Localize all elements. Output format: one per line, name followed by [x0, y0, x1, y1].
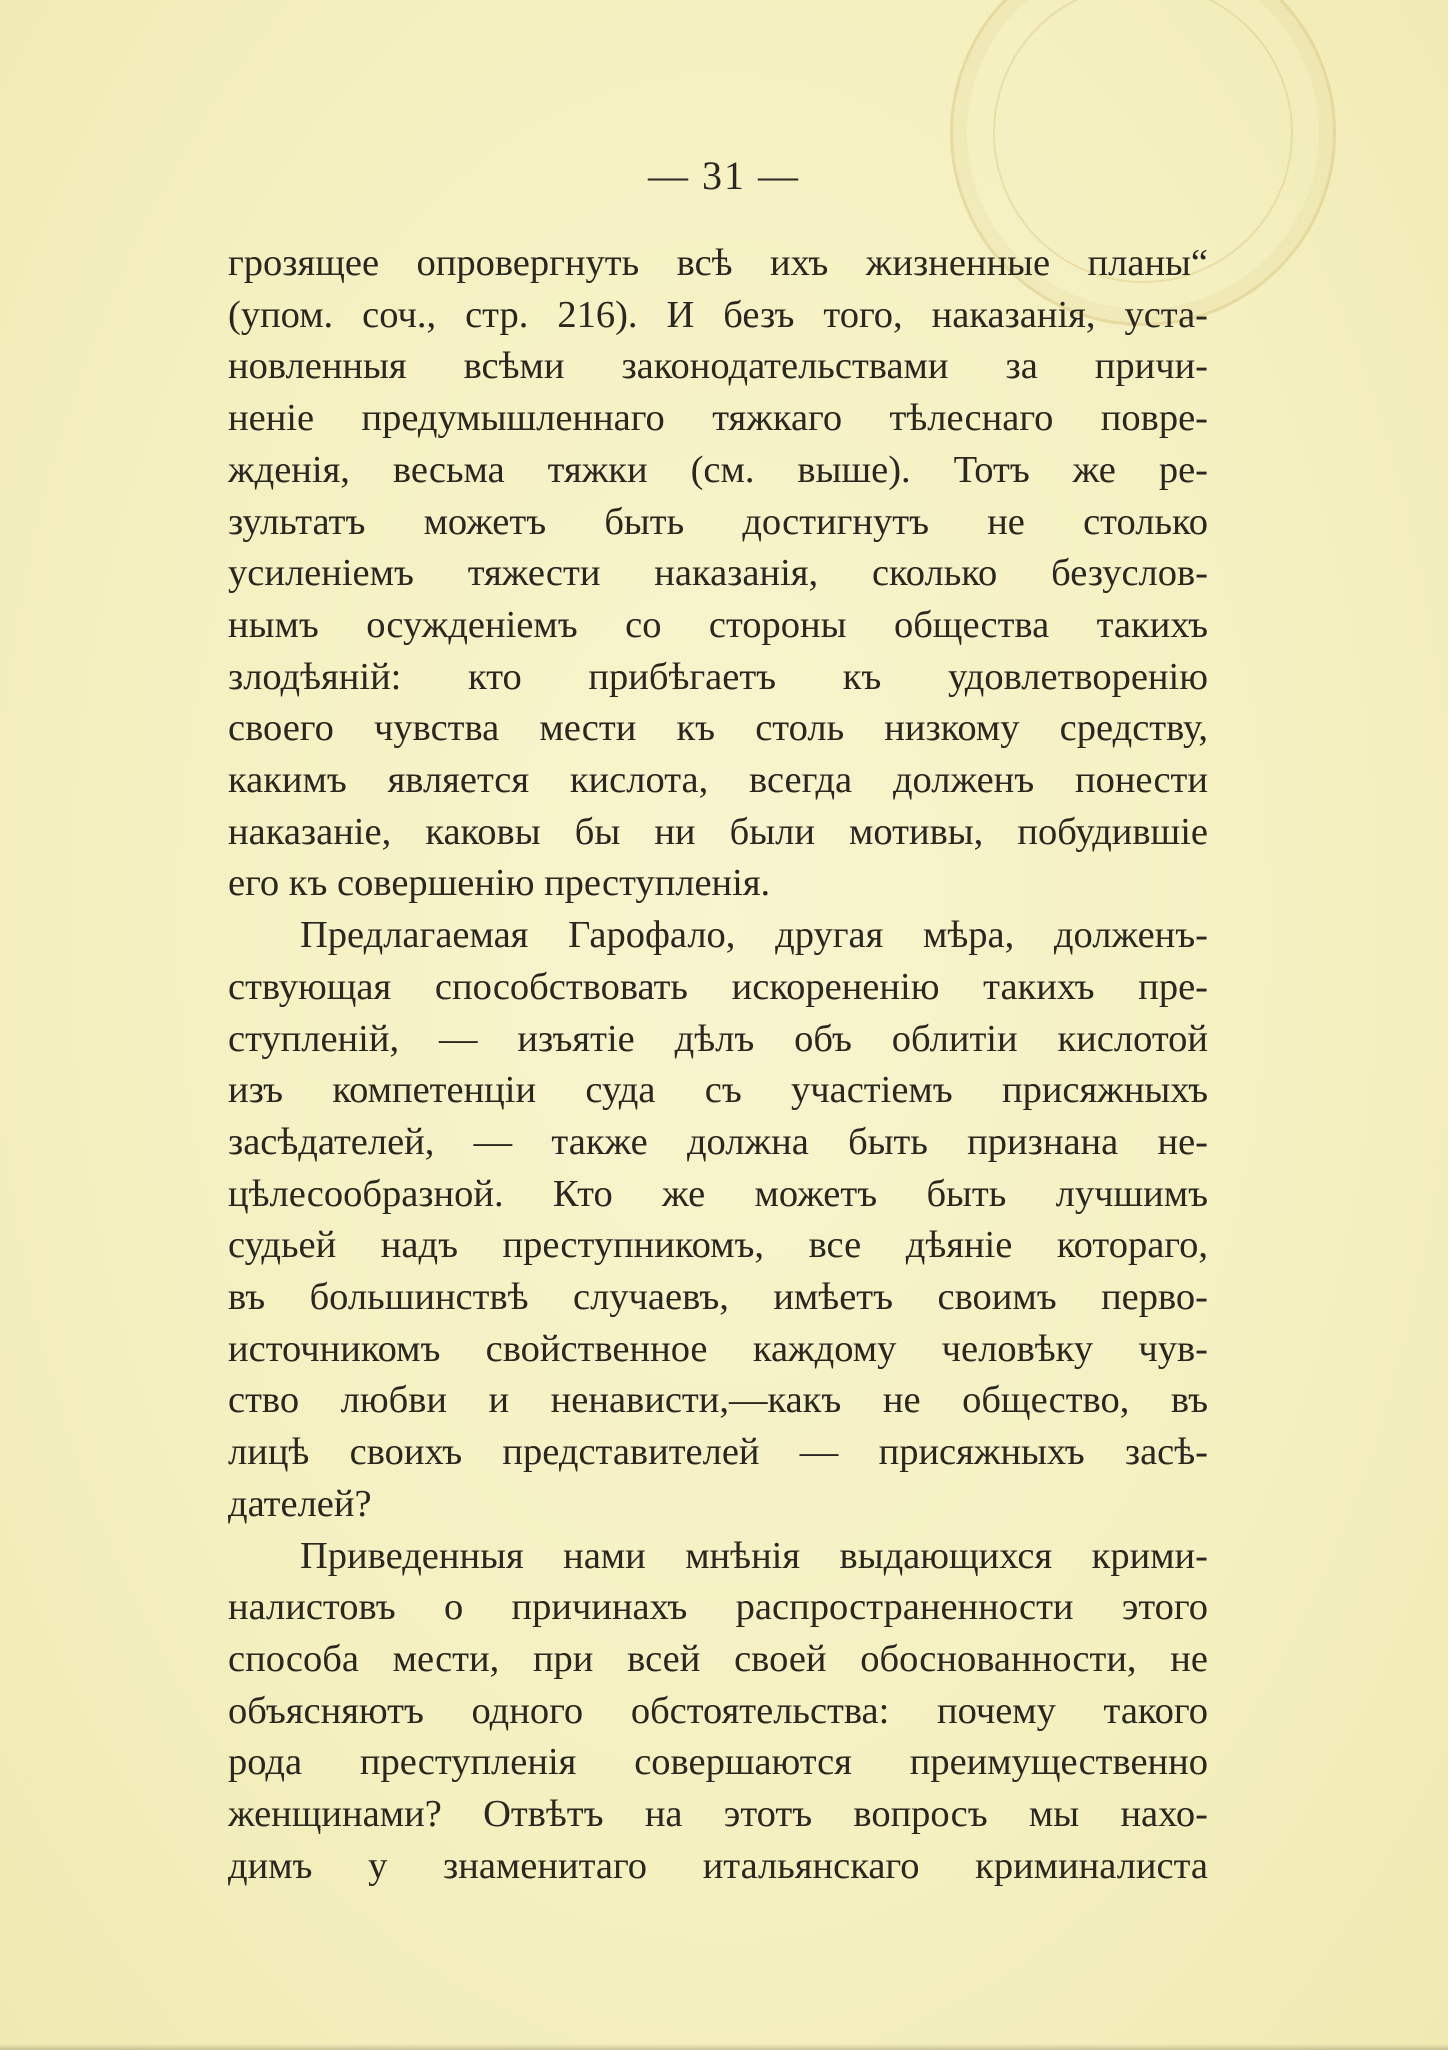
paragraph-2	[228, 910, 1208, 1530]
text-line: зультатъ можетъ быть достигнутъ не столько	[228, 500, 1208, 543]
text-line: изъ компетенціи суда съ участіемъ присяжныхъ	[228, 1069, 1208, 1112]
text-line: наказаніе, каковы бы ни были мотивы, побудившіе	[228, 810, 1208, 853]
text-line: ствующая способствовать искорененію такихъ пре-	[228, 965, 1208, 1008]
text-line: Приведенныя нами мнѣнія выдающихся крими-	[300, 1534, 1208, 1577]
text-line: (упом. соч., стр. 216). И безъ того, наказанія, уста-	[228, 293, 1208, 336]
body-text	[228, 238, 1208, 1893]
text-line: димъ у знаменитаго итальянскаго криминалиста	[228, 1844, 1208, 1887]
text-line: способа мести, при всей своей обоснованности, не	[228, 1637, 1208, 1680]
text-line: ство любви и ненависти,—какъ не общество, въ	[228, 1379, 1208, 1422]
page-number: — 31 —	[648, 153, 800, 198]
text-line: жденія, весьма тяжки (см. выше). Тотъ же ре-	[228, 448, 1208, 491]
text-line: въ большинствѣ случаевъ, имѣетъ своимъ перво-	[228, 1276, 1208, 1319]
text-line: грозящее опровергнуть всѣ ихъ жизненные планы“	[228, 242, 1208, 284]
text-line: засѣдателей, — также должна быть признана не-	[228, 1120, 1208, 1163]
text-line: неніе предумышленнаго тяжкаго тѣлеснаго повре-	[228, 397, 1208, 440]
text-line: новленныя всѣми законодательствами за причи-	[228, 345, 1208, 388]
text-line: налистовъ о причинахъ распространенности этого	[228, 1586, 1208, 1629]
text-line: ступленій, — изъятіе дѣлъ объ облитіи кислотой	[228, 1017, 1208, 1060]
text-line: злодѣяній: кто прибѣгаетъ къ удовлетворенію	[228, 655, 1208, 698]
text-line: усиленіемъ тяжести наказанія, сколько безуслов-	[228, 552, 1208, 595]
text-line: цѣлесообразной. Кто же можетъ быть лучшимъ	[228, 1172, 1208, 1215]
text-line: лицѣ своихъ представителей — присяжныхъ засѣ-	[228, 1431, 1208, 1474]
text-line: объясняютъ одного обстоятельства: почему такого	[228, 1689, 1208, 1732]
text-line: какимъ является кислота, всегда долженъ понести	[228, 759, 1208, 802]
text-line: источникомъ свойственное каждому человѣку чув-	[228, 1327, 1208, 1370]
text-line: своего чувства мести къ столь низкому средству,	[228, 707, 1208, 750]
paragraph-1	[228, 238, 1208, 910]
text-line: его къ совершенію преступленія.	[228, 862, 771, 905]
text-line: судьей надъ преступникомъ, все дѣяніе котораго,	[228, 1224, 1208, 1267]
text-line: дателей?	[228, 1482, 372, 1525]
paragraph-3	[228, 1531, 1208, 1893]
text-line: рода преступленія совершаются преимущественно	[228, 1741, 1208, 1784]
page-bottom-edge	[0, 2044, 1448, 2050]
text-line: женщинами? Отвѣтъ на этотъ вопросъ мы нахо-	[228, 1793, 1208, 1836]
text-line: нымъ осужденіемъ со стороны общества такихъ	[228, 603, 1208, 646]
text-line: Предлагаемая Гарофало, другая мѣра, долженъ-	[300, 914, 1208, 957]
